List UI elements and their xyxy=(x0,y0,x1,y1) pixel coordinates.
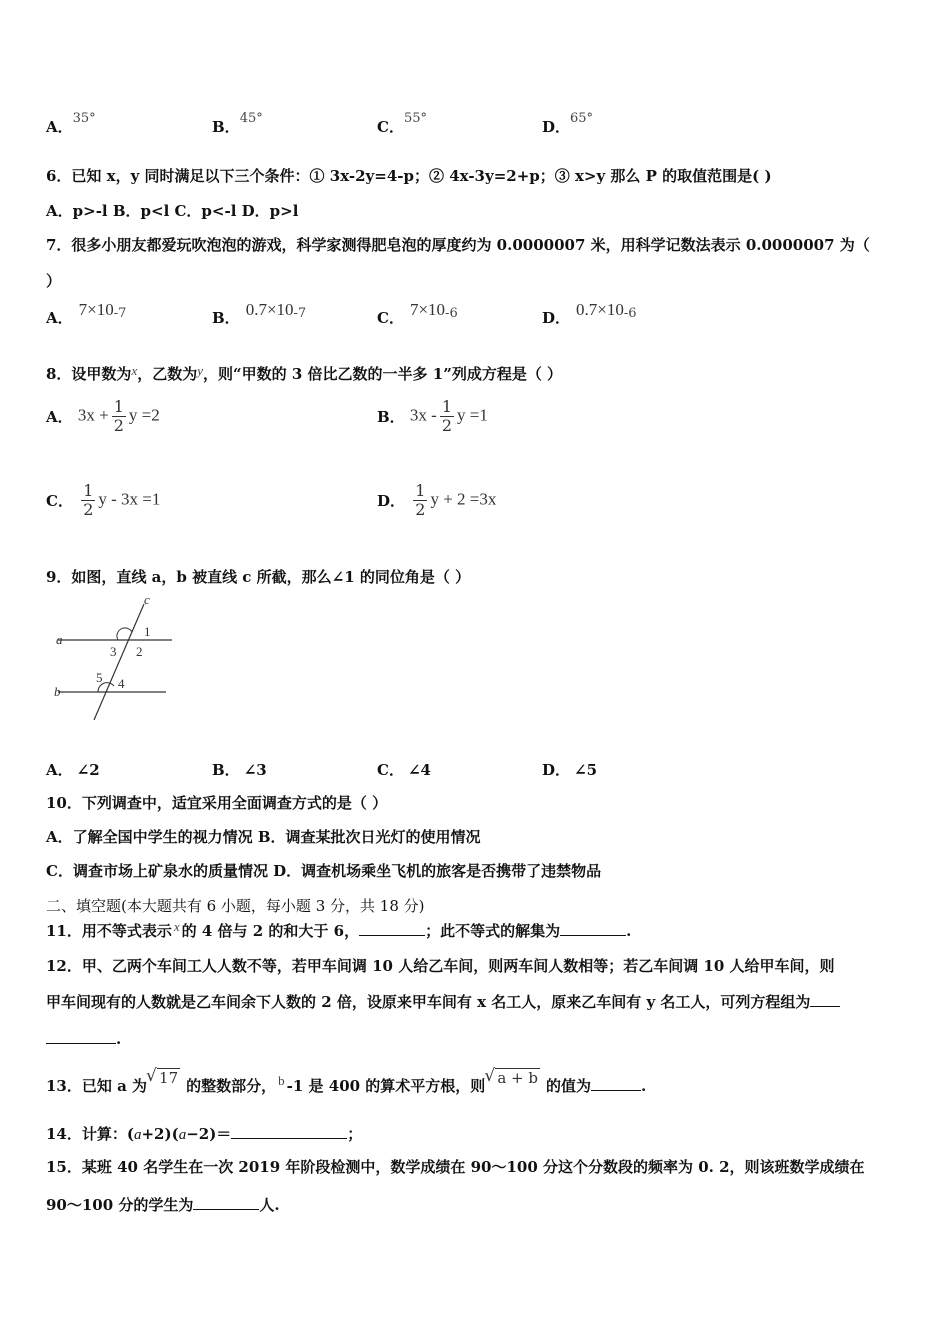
q15-blank[interactable] xyxy=(193,1195,259,1210)
label-c: c xyxy=(144,592,150,607)
q13-sqrt-17: √ 17 xyxy=(157,1068,180,1087)
q15-line1: 15．某班 40 名学生在一次 2019 年阶段检测中，数学成绩在 90～100 分这个分数段的频率为 0. 2，则该班数学成绩在 xyxy=(46,1158,865,1176)
q12-blank[interactable] xyxy=(810,992,840,1007)
q10-stem: 10．下列调查中，适宜采用全面调查方式的是（ ） xyxy=(46,794,388,812)
q9-figure xyxy=(46,590,186,730)
section-2-title: 二、填空题(本大题共有 6 小题，每小题 3 分，共 18 分) xyxy=(46,897,425,915)
q9-option-b: B． ∠3 xyxy=(212,761,267,779)
label-2: 2 xyxy=(136,644,143,659)
label-a: a xyxy=(56,632,63,647)
q7-stem: 7．很多小朋友都爱玩吹泡泡的游戏，科学家测得肥皂泡的厚度约为 0.0000007 米，用科学记数法表示 0.0000007 为（ xyxy=(46,236,870,254)
q12-line1: 12．甲、乙两个车间工人人数不等，若甲车间调 10 人给乙车间，则两车间人数相等；若乙车间调 10 人给甲车间，则 xyxy=(46,957,835,975)
label-5: 5 xyxy=(96,670,103,685)
q12-line2: 甲车间现有的人数就是乙车间余下人数的 2 倍，设原来甲车间有 x 名工人，原来乙车间有 y 名工人，可列方程组为 xyxy=(46,991,840,1012)
q8-option-d: D． $\frac{1}{2}$ y + 2 =3x xyxy=(377,481,497,519)
q9-option-a: A． ∠2 xyxy=(46,761,100,779)
q8-stem: 8．设甲数为x，乙数为y，则“甲数的 3 倍比乙数的一半多 1”列成方程是（ ） xyxy=(46,363,563,383)
q6-stem: 6．已知 x，y 同时满足以下三个条件：① 3x-2y=4-p；② 4x-3y=2+p；③ x>y 那么 P 的取值范围是( ) xyxy=(46,167,772,185)
q8-option-b: B． 3x - $\frac{1}{2}$ y =1 xyxy=(377,397,488,435)
q7-option-c: C． $7\times 10^{-6}$ xyxy=(377,300,458,327)
q7-option-a: A． $7\times 10^{-7}$ xyxy=(46,300,127,327)
q5-option-c: C．55° xyxy=(377,111,427,136)
q11: 11．用不等式表示 x 的 4 倍与 2 的和大于 6， ；此不等式的解集为 . xyxy=(46,919,632,940)
q13: 13．已知 a 为√ 17 的整数部分， b -1 是 400 的算术平方根，则√ a + b 的值为 . xyxy=(46,1075,646,1096)
q9-option-d: D． ∠5 xyxy=(542,761,598,779)
label-b: b xyxy=(54,684,61,699)
q14-blank[interactable] xyxy=(231,1124,347,1139)
q6-options: A．p>-l B．p<l C．p<-l D．p>l xyxy=(46,202,299,220)
q8-option-c: C． $\frac{1}{2}$ y - 3x =1 xyxy=(46,481,161,519)
q5-option-a: A．35° xyxy=(46,111,96,136)
q7-option-b: B． $0.7\times 10^{-7}$ xyxy=(212,300,307,327)
q13-blank[interactable] xyxy=(591,1076,641,1091)
q7-option-d: D． $0.7\times 10^{-6}$ xyxy=(542,300,637,327)
label-1: 1 xyxy=(144,624,151,639)
q13-sqrt-a-b: √ a + b xyxy=(495,1068,540,1087)
q15-line2: 90～100 分的学生为 人. xyxy=(46,1196,280,1214)
q11-blank-2[interactable] xyxy=(560,921,626,936)
q9-stem: 9．如图，直线 a，b 被直线 c 所截，那么∠1 的同位角是（ ） xyxy=(46,568,471,586)
q7-stem-end: ） xyxy=(46,272,62,290)
q11-blank-1[interactable] xyxy=(359,921,425,936)
label-3: 3 xyxy=(110,644,117,659)
q12-line3: . xyxy=(46,1029,121,1048)
q10-options-cd: C．调查市场上矿泉水的质量情况 D．调查机场乘坐飞机的旅客是否携带了违禁物品 xyxy=(46,862,602,880)
q14: 14．计算：(a+2)(a−2)＝ ； xyxy=(46,1125,363,1143)
label-4: 4 xyxy=(118,676,125,691)
q12-blank-cont[interactable] xyxy=(46,1029,116,1044)
q8-option-a: A． 3x + $\frac{1}{2}$ y =2 xyxy=(46,397,160,435)
q9-option-c: C． ∠4 xyxy=(377,761,431,779)
line-c xyxy=(94,604,144,720)
q5-option-b: B．45° xyxy=(212,111,263,136)
q5-option-d: D．65° xyxy=(542,111,594,136)
q10-options-ab: A．了解全国中学生的视力情况 B．调查某批次日光灯的使用情况 xyxy=(46,828,481,846)
